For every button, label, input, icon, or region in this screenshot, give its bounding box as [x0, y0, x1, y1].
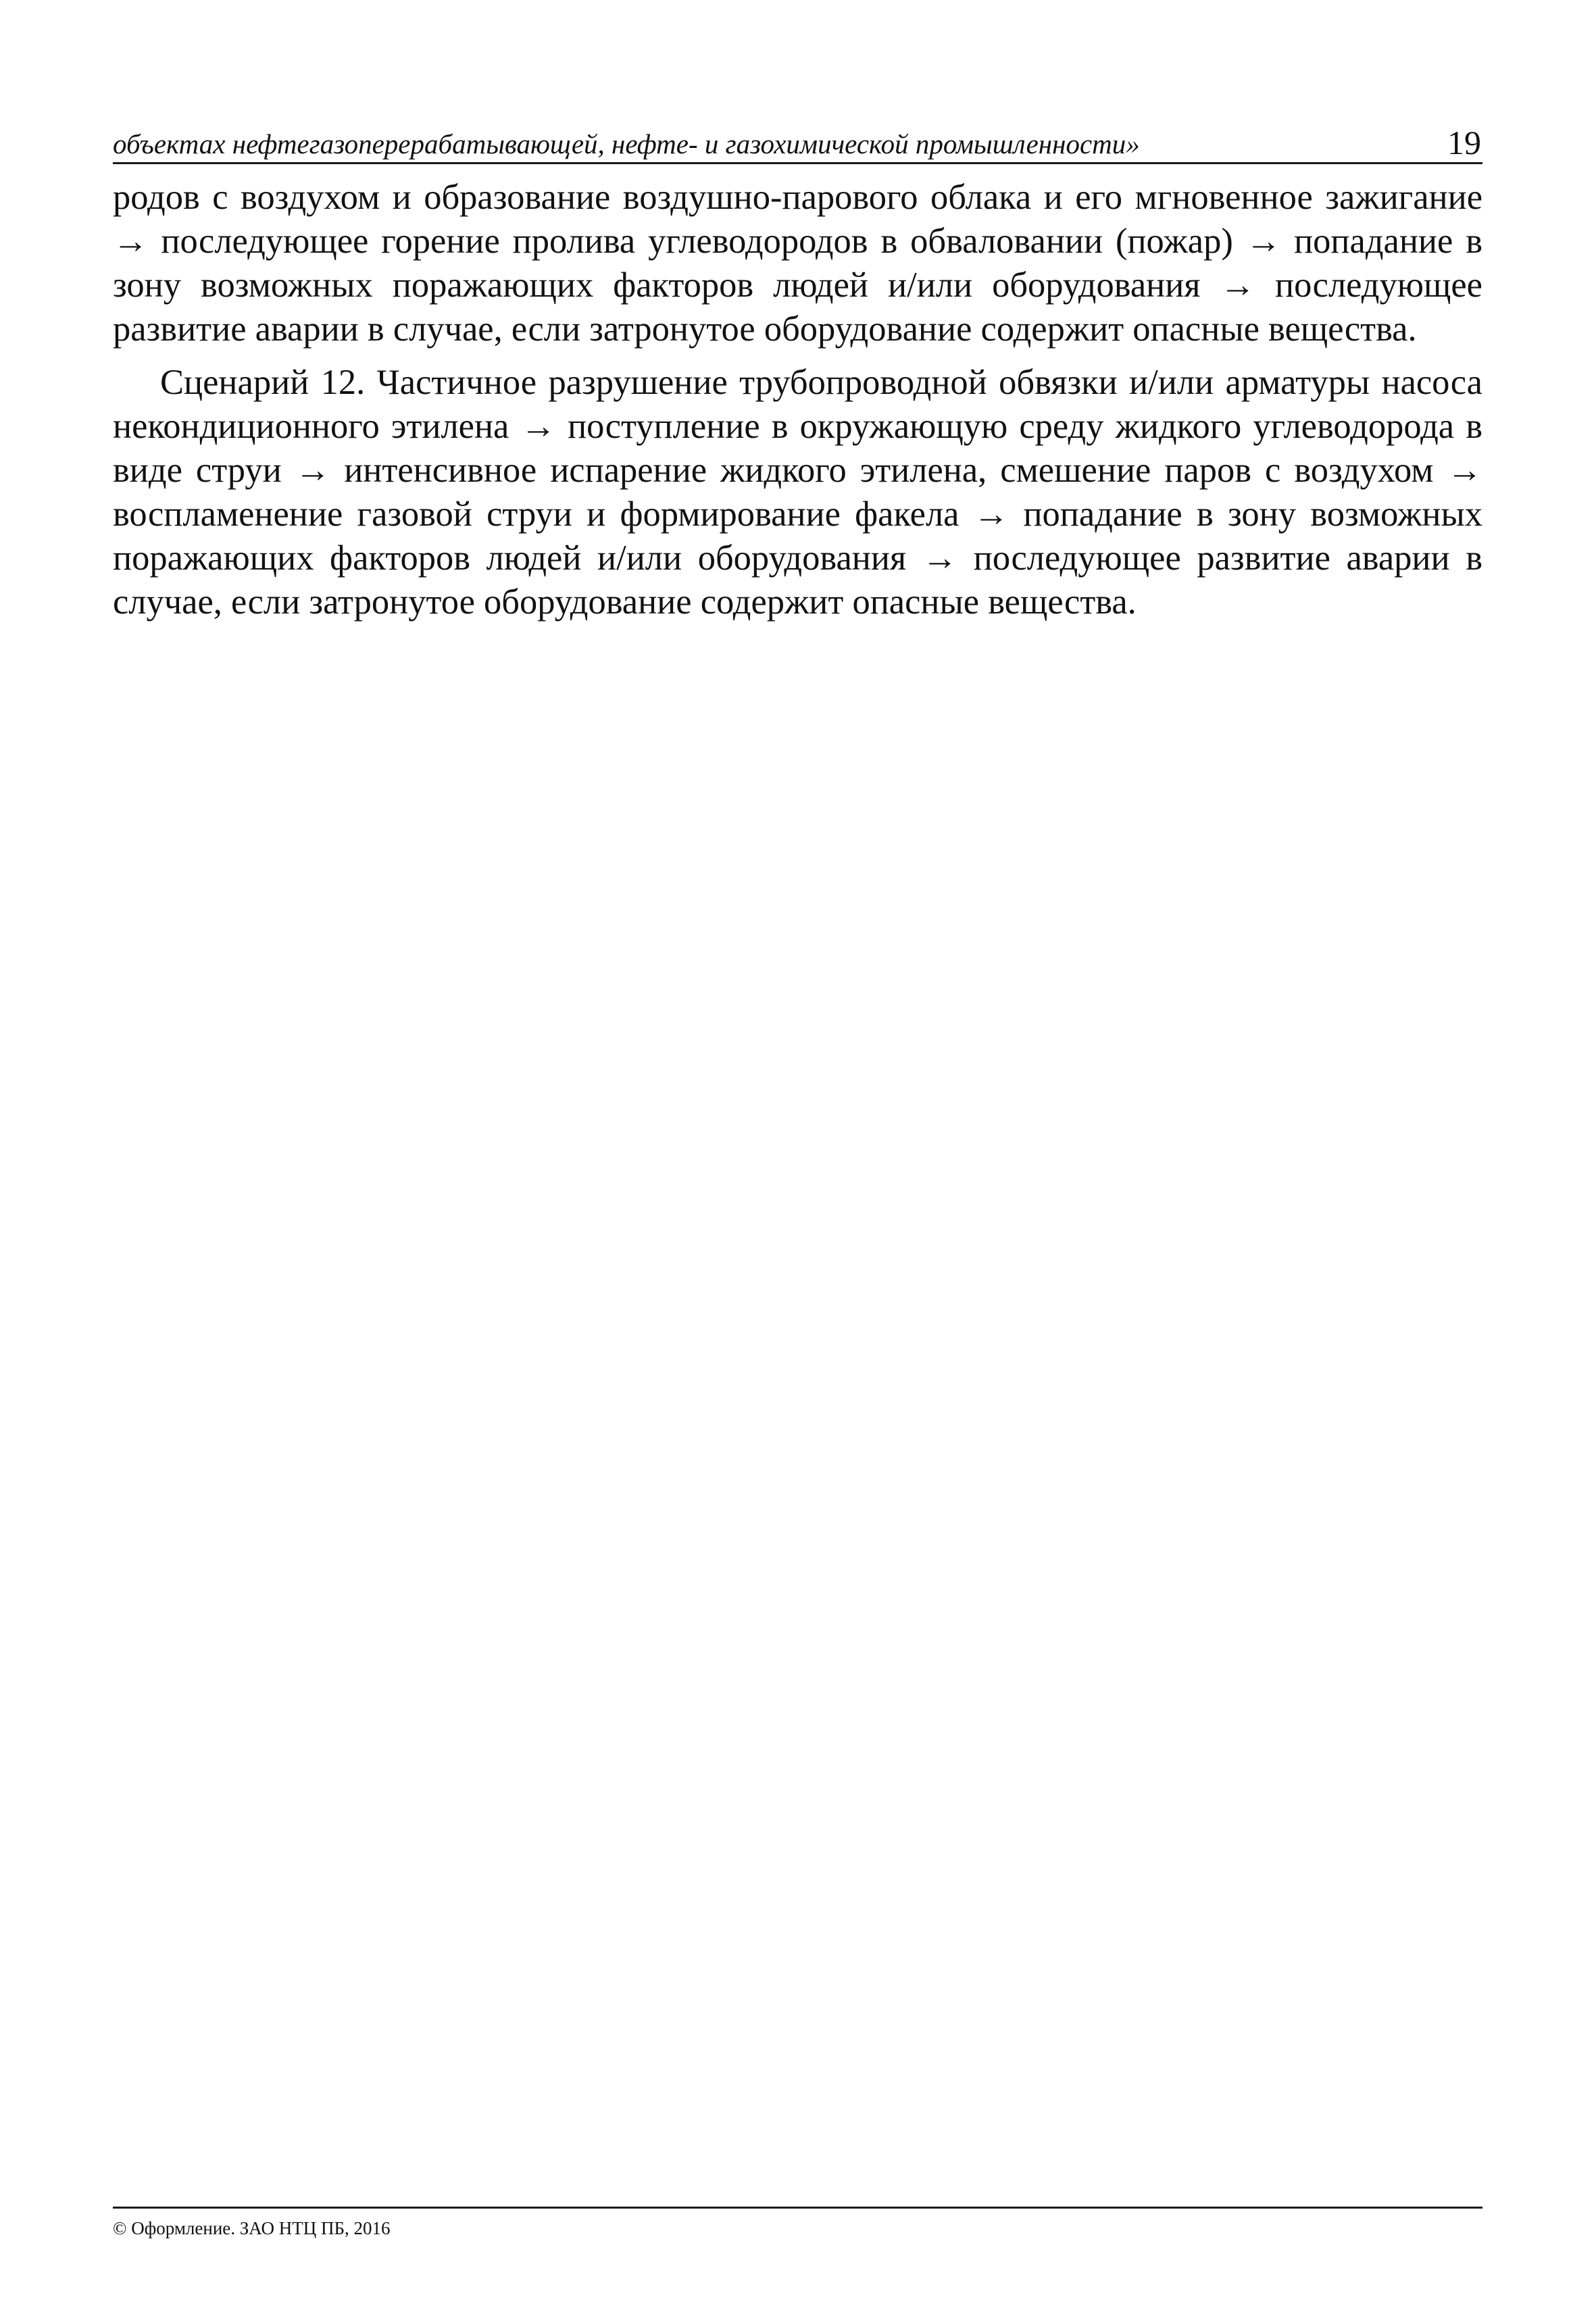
footer-copyright: © Оформление. ЗАО НТЦ ПБ, 2016 — [113, 2218, 391, 2238]
running-title: объектах нефтегазоперерабатывающей, нефте- и газохимической промышленности» — [113, 128, 1140, 159]
running-header — [113, 119, 1482, 164]
body-text — [113, 176, 1482, 624]
paragraph-scenario-12: Сценарий 12. Частичное разрушение трубопроводной обвязки и/или арматуры насоса некондиционного этилена → поступление в окружающую среду жидкого углеводорода в виде струи → интенсивное испарение жидкого этилена, смешение паров с воздухом → воспламенение газовой струи и формирование факела → попадание в зону возможных поражающих факторов людей и/или оборудования → последующее развитие аварии в случае, если затронутое оборудование содержит опасные вещества. — [113, 363, 1482, 622]
footer-divider — [113, 2207, 1482, 2209]
paragraph-continuation: родов с воздухом и образование воздушно-парового облака и его мгновенное зажигание → последующее горение пролива углеводородов в обваловании (пожар) → попадание в зону возможных поражающих факторов людей и/или оборудования → последующее развитие аварии в случае, если затронутое оборудование содержит опасные вещества. — [113, 178, 1482, 349]
page-number: 19 — [1447, 124, 1481, 161]
